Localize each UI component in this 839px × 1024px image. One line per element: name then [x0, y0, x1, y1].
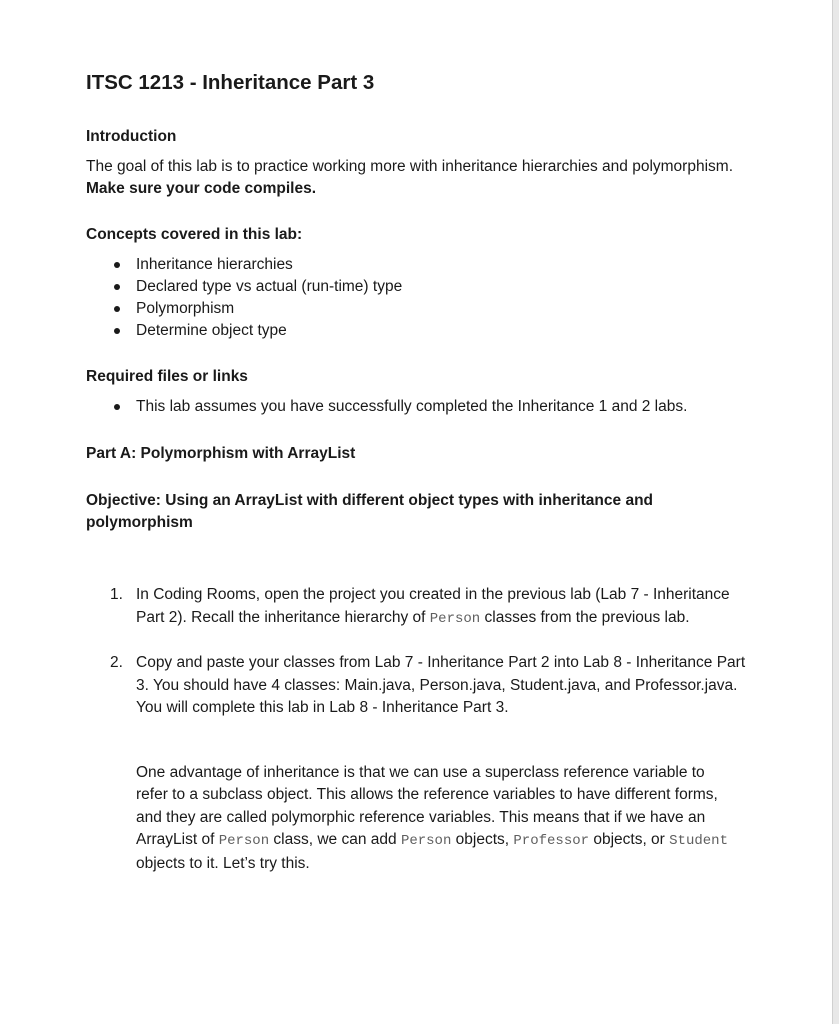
step-number: 1.	[110, 586, 123, 603]
step-text: classes from the previous lab.	[480, 608, 690, 626]
list-item	[86, 254, 746, 276]
introduction-text	[86, 156, 746, 200]
required-list	[86, 396, 746, 418]
concept-item: Determine object type	[136, 322, 287, 339]
concept-item: Inheritance hierarchies	[136, 256, 293, 273]
document-title: ITSC 1213 - Inheritance Part 3	[86, 71, 375, 94]
bullet-icon	[114, 284, 120, 290]
step-text: Copy and paste your classes from Lab 7 - Inheritance Part 2 into Lab 8 - Inheritance Part 3. You should have 4 classes: Main.java, Person.java, Student.java, and Professor.java. You will complete this lab in Lab 8 - Inheritance Part 3.	[136, 654, 746, 716]
concept-item: Declared type vs actual (run-time) type	[136, 278, 403, 295]
code-person: Person	[429, 610, 481, 627]
advantage-paragraph	[86, 762, 736, 876]
advantage-text: One advantage of inheritance is that we can use a superclass reference variable to refer to a subclass object. This allows the reference variables to have different forms, and they are called polymorphic reference variables. This means that if we have an ArrayList of	[136, 763, 718, 848]
code-person: Person	[218, 833, 270, 849]
introduction-heading: Introduction	[86, 128, 177, 145]
advantage-text: objects,	[451, 831, 514, 848]
advantage-text: class, we can add	[269, 831, 401, 848]
advantage-text: objects to it. Let’s try this.	[136, 854, 310, 872]
list-item	[86, 652, 746, 720]
page-edge	[832, 0, 839, 1024]
advantage-text: objects, or	[589, 831, 670, 848]
code-professor: Professor	[513, 833, 590, 849]
document-body	[86, 70, 746, 875]
required-item: This lab assumes you have successfully completed the Inheritance 1 and 2 labs.	[136, 398, 688, 415]
list-item	[86, 396, 746, 418]
bullet-icon	[114, 404, 120, 410]
required-heading: Required files or links	[86, 368, 248, 385]
code-person: Person	[400, 833, 452, 849]
bullet-icon	[114, 328, 120, 334]
introduction-body: The goal of this lab is to practice working more with inheritance hierarchies and polymorphism.	[86, 158, 733, 175]
bullet-icon	[114, 262, 120, 268]
list-item	[86, 584, 746, 630]
list-item	[86, 276, 746, 298]
list-item	[86, 298, 746, 320]
introduction-bold: Make sure your code compiles.	[86, 180, 317, 197]
concepts-list	[86, 254, 746, 342]
list-item	[86, 320, 746, 342]
objective-heading: Objective: Using an ArrayList with different object types with inheritance and polymorphism	[86, 492, 653, 531]
concept-item: Polymorphism	[136, 300, 235, 317]
step-number: 2.	[110, 654, 123, 671]
bullet-icon	[114, 306, 120, 312]
steps-list	[86, 584, 746, 720]
code-student: Student	[669, 833, 728, 849]
step-text: In Coding Rooms, open the project you created in the previous lab (Lab 7 - Inheritance Part 2). Recall the inheritance hierarchy of	[136, 586, 730, 626]
concepts-heading: Concepts covered in this lab:	[86, 226, 303, 243]
part-a-heading: Part A: Polymorphism with ArrayList	[86, 445, 356, 462]
